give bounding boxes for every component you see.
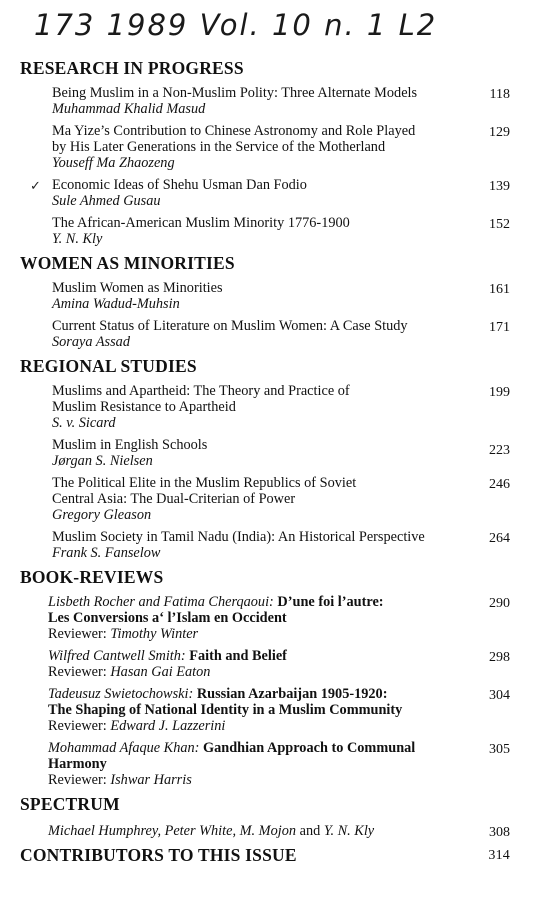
entry-author: Muhammad Khalid Masud bbox=[52, 101, 206, 117]
reviewer-name: Hasan Gai Eaton bbox=[110, 664, 211, 680]
entry-title-line2: Central Asia: The Dual-Criterian of Power bbox=[52, 491, 296, 507]
review-line1 bbox=[48, 686, 484, 702]
page-number: 129 bbox=[489, 125, 510, 140]
section-heading-research: RESEARCH IN PROGRESS bbox=[20, 58, 244, 78]
entry-author: Y. N. Kly bbox=[52, 231, 103, 247]
toc-entry[interactable] bbox=[0, 123, 544, 171]
reviewer-label: Reviewer: bbox=[48, 718, 107, 734]
entry-author: Frank S. Fanselow bbox=[52, 545, 161, 561]
book-title-line1: Russian Azarbaijan 1905-1920: bbox=[196, 686, 388, 702]
spectrum-authors-line bbox=[48, 823, 474, 839]
handwritten-note: 173 1989 Vol. 10 n. 1 L2 bbox=[34, 8, 438, 42]
section-heading-spectrum: SPECTRUM bbox=[20, 794, 120, 814]
page-number: 305 bbox=[489, 742, 510, 757]
review-line1 bbox=[48, 648, 474, 664]
book-title-line2: The Shaping of National Identity in a Muslim Community bbox=[48, 702, 403, 718]
toc-entry[interactable] bbox=[0, 823, 544, 839]
toc-entry[interactable] bbox=[0, 740, 544, 788]
reviewer-name: Ishwar Harris bbox=[110, 772, 192, 788]
page-number: 308 bbox=[489, 825, 510, 840]
entry-author: Amina Wadud-Muhsin bbox=[52, 296, 180, 312]
toc-entry[interactable] bbox=[0, 177, 544, 209]
reviewer-label: Reviewer: bbox=[48, 772, 107, 788]
book-author: Mohammad Afaque Khan: bbox=[48, 740, 200, 756]
entry-title-line2: by His Later Generations in the Service of the Motherland bbox=[52, 139, 386, 155]
toc-entry[interactable] bbox=[0, 437, 544, 469]
page-number: 264 bbox=[489, 531, 510, 546]
entry-title: Current Status of Literature on Muslim Women: A Case Study bbox=[52, 318, 408, 334]
toc-entry[interactable] bbox=[0, 85, 544, 117]
reviewer-name: Edward J. Lazzerini bbox=[110, 718, 226, 734]
toc-entry[interactable] bbox=[0, 383, 544, 431]
entry-author: Sule Ahmed Gusau bbox=[52, 193, 161, 209]
entry-title-line1: Ma Yize’s Contribution to Chinese Astronomy and Role Played bbox=[52, 123, 416, 139]
entry-author: Gregory Gleason bbox=[52, 507, 152, 523]
entry-author: Jørgan S. Nielsen bbox=[52, 453, 153, 469]
section-heading-contributors[interactable] bbox=[0, 845, 544, 866]
toc-entry[interactable] bbox=[0, 318, 544, 350]
entry-author: Soraya Assad bbox=[52, 334, 130, 350]
page-number: 314 bbox=[488, 848, 510, 863]
entry-title: Muslim Society in Tamil Nadu (India): An Historical Perspective bbox=[52, 529, 425, 545]
book-title-line1: Faith and Belief bbox=[189, 648, 287, 664]
toc-entry[interactable] bbox=[0, 475, 544, 523]
spectrum-and: and bbox=[299, 823, 321, 839]
entry-author: S. v. Sicard bbox=[52, 415, 116, 431]
table-of-contents bbox=[0, 58, 544, 872]
book-author: Lisbeth Rocher and Fatima Cherqaoui: bbox=[48, 594, 274, 610]
book-author: Wilfred Cantwell Smith: bbox=[48, 648, 186, 664]
page-number: 118 bbox=[489, 87, 510, 102]
entry-title-line1: The Political Elite in the Muslim Republics of Soviet bbox=[52, 475, 357, 491]
spectrum-last-author: Y. N. Kly bbox=[323, 823, 375, 839]
check-mark-icon: ✓ bbox=[30, 179, 41, 194]
book-title-line1: Gandhian Approach to Communal bbox=[203, 740, 416, 756]
book-title-line2: Les Conversions a‘ l’Islam en Occident bbox=[48, 610, 287, 626]
entry-title: The African-American Muslim Minority 1776-1900 bbox=[52, 215, 350, 231]
toc-entry[interactable] bbox=[0, 529, 544, 561]
review-line1 bbox=[48, 594, 474, 610]
toc-entry[interactable] bbox=[0, 648, 544, 680]
entry-title: Being Muslim in a Non-Muslim Polity: Three Alternate Models bbox=[52, 85, 418, 101]
book-author: Tadeusuz Swietochowski: bbox=[48, 686, 194, 702]
entry-title: Economic Ideas of Shehu Usman Dan Fodio bbox=[52, 177, 307, 193]
toc-entry[interactable] bbox=[0, 594, 544, 642]
page-number: 290 bbox=[489, 596, 510, 611]
page-number: 199 bbox=[489, 385, 510, 400]
contributors-title: CONTRIBUTORS TO THIS ISSUE bbox=[20, 845, 297, 865]
reviewer-line bbox=[48, 626, 474, 642]
toc-entry[interactable] bbox=[0, 280, 544, 312]
section-heading-book-reviews: BOOK-REVIEWS bbox=[20, 567, 164, 587]
section-heading-women: WOMEN AS MINORITIES bbox=[20, 253, 235, 273]
page-number: 223 bbox=[489, 443, 510, 458]
page-number: 304 bbox=[489, 688, 510, 703]
entry-title-line1: Muslims and Apartheid: The Theory and Practice of bbox=[52, 383, 350, 399]
reviewer-label: Reviewer: bbox=[48, 626, 107, 642]
page-number: 171 bbox=[489, 320, 510, 335]
section-heading-regional: REGIONAL STUDIES bbox=[20, 356, 197, 376]
reviewer-line bbox=[48, 664, 474, 680]
toc-entry[interactable] bbox=[0, 686, 544, 734]
reviewer-name: Timothy Winter bbox=[110, 626, 199, 642]
page-number: 152 bbox=[489, 217, 510, 232]
page-number: 246 bbox=[489, 477, 510, 492]
reviewer-line bbox=[48, 718, 484, 734]
page-number: 298 bbox=[489, 650, 510, 665]
page-number: 161 bbox=[489, 282, 510, 297]
reviewer-line bbox=[48, 772, 474, 788]
spectrum-authors: Michael Humphrey, Peter White, M. Mojon bbox=[48, 823, 297, 839]
book-title-line1: D’une foi l’autre: bbox=[277, 594, 384, 610]
entry-title: Muslim Women as Minorities bbox=[52, 280, 223, 296]
review-line1 bbox=[48, 740, 474, 756]
entry-author: Youseff Ma Zhaozeng bbox=[52, 155, 175, 171]
page-number: 139 bbox=[489, 179, 510, 194]
book-title-line2: Harmony bbox=[48, 756, 107, 772]
toc-entry[interactable] bbox=[0, 215, 544, 247]
entry-title-line2: Muslim Resistance to Apartheid bbox=[52, 399, 236, 415]
entry-title: Muslim in English Schools bbox=[52, 437, 208, 453]
reviewer-label: Reviewer: bbox=[48, 664, 107, 680]
